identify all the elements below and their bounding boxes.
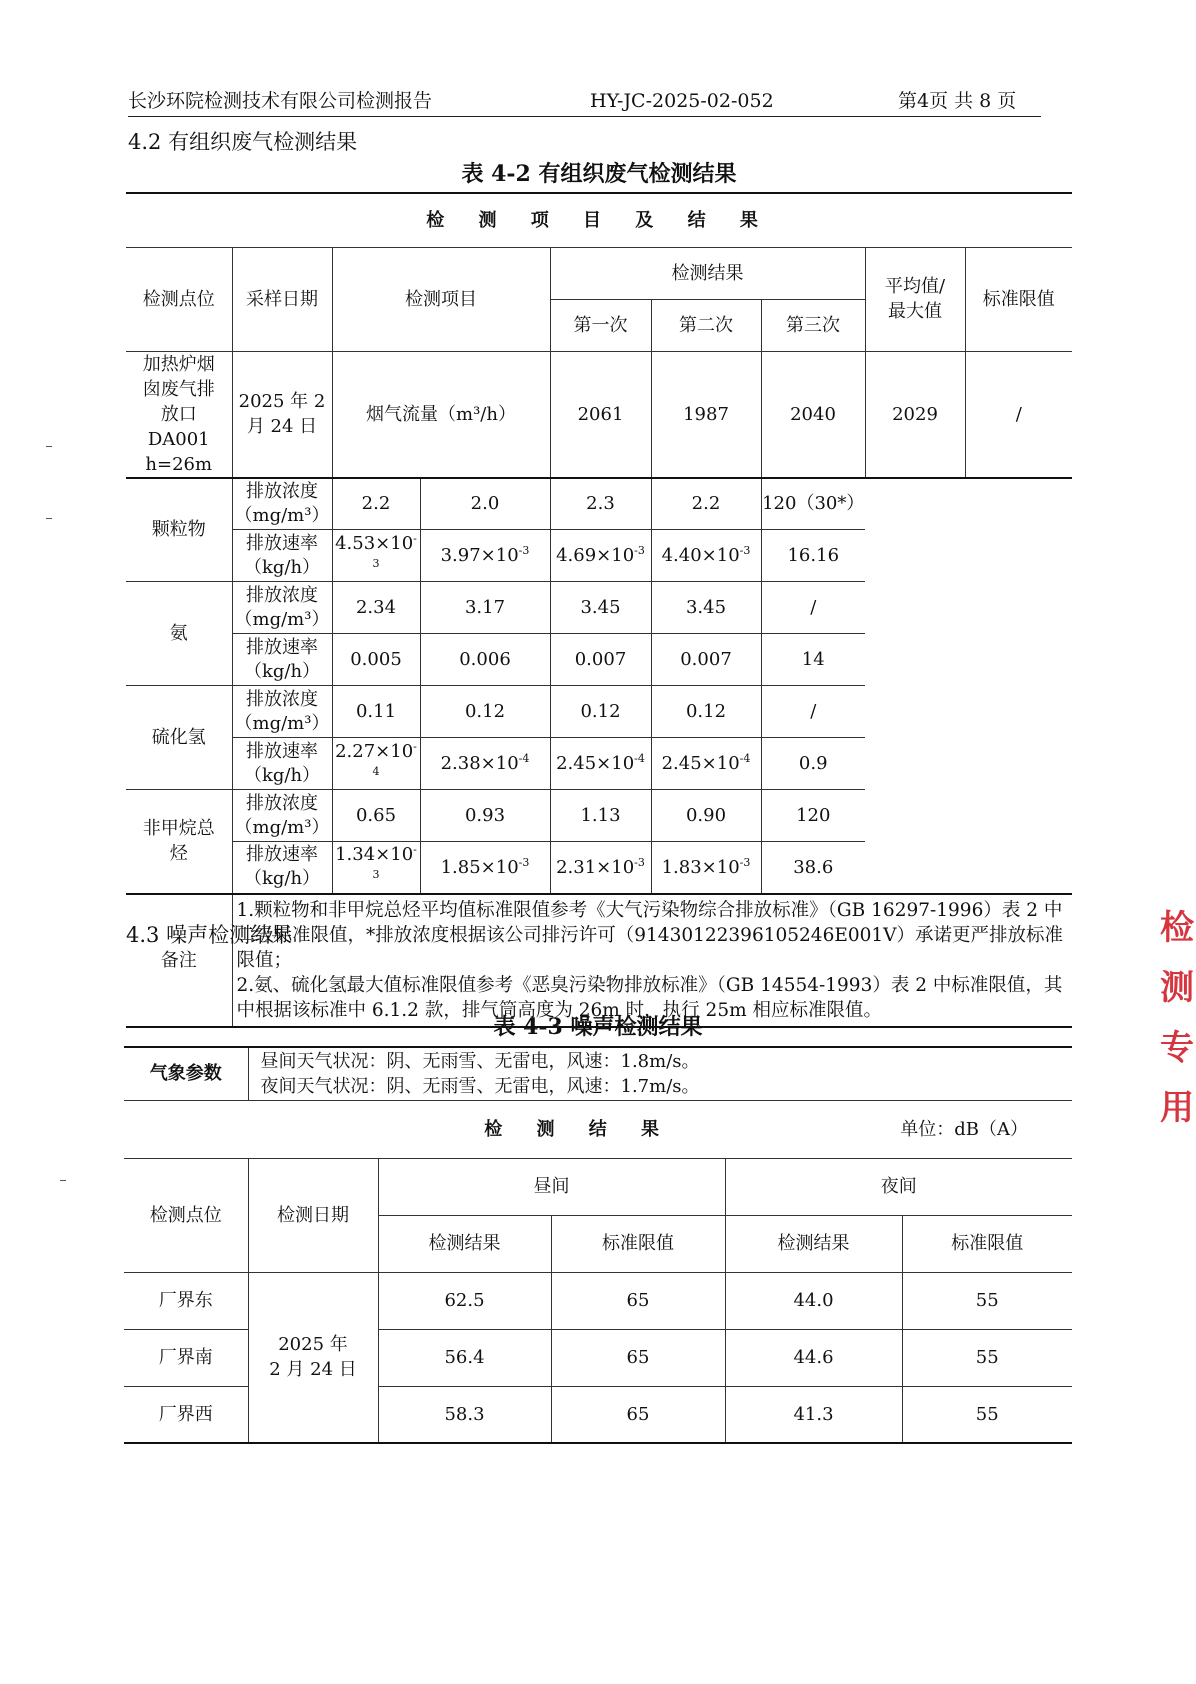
value-run-3: 3.45 [550,582,651,634]
stamp-char-2: 测 [1160,968,1194,1008]
weather-label: 气象参数 [124,1047,248,1100]
header-divider [128,116,1041,117]
value-run-3: $2.31\times 10^{-3}$ [550,842,651,894]
noise-south-day-result: 56.4 [378,1329,551,1386]
noise-east-night-result: 44.0 [725,1272,902,1329]
noise-west-night-result: 41.3 [725,1386,902,1443]
noise-header-night: 夜间 [725,1158,1072,1215]
report-company: 长沙环院检测技术有限公司检测报告 [128,90,433,112]
flow-limit: / [965,351,1072,478]
noise-banner: 检 测 结 果 [484,1118,673,1140]
sampling-date: 2025 年 2 月 24 日 [232,351,332,478]
unit-label: 单位：dB（A） [725,1100,1072,1158]
value-limit: 14 [761,634,865,686]
value-run-2: 0.93 [420,790,550,842]
value-run-3: 2.3 [550,478,651,530]
pollutant-rows [126,478,1072,894]
value-run-1: 0.005 [332,634,420,686]
noise-east-night-limit: 55 [902,1272,1072,1329]
value-run-3: 0.12 [550,686,651,738]
metric-label: 排放速率 （kg/h） [232,530,332,582]
exhaust-gas-table [126,192,1072,1028]
value-average: 2.2 [651,478,761,530]
sampling-point: 加热炉烟 囱废气排 放口 DA001 h=26m [126,351,232,478]
flow-run-2: 1987 [651,351,761,478]
value-average: 0.007 [651,634,761,686]
margin-mark [46,446,52,447]
note-paragraph-1: 1.颗粒物和非甲烷总烃平均值标准限值参考《大气污染物综合排放标准》（GB 16297-1996）表 2 中二级标准限值，*排放浓度根据该公司排污许可（91430122396105246E001V）承诺更严排放标准限值； [236,899,1064,971]
value-run-3: 0.007 [550,634,651,686]
value-run-2: $3.97\times 10^{-3}$ [420,530,550,582]
weather-conditions [248,1047,1072,1100]
value-average: $1.83\times 10^{-3}$ [651,842,761,894]
value-run-1: 0.65 [332,790,420,842]
stamp-char-4: 用 [1160,1088,1194,1128]
noise-south-night-result: 44.6 [725,1329,902,1386]
metric-label: 排放浓度 （mg/m³） [232,790,332,842]
note-label: 备注 [126,894,232,1027]
noise-west-day-result: 58.3 [378,1386,551,1443]
metric-label: 排放浓度 （mg/m³） [232,582,332,634]
header-item: 检测项目 [332,247,550,351]
table-4-3-caption: 表 4-3 噪声检测结果 [493,1014,703,1040]
stamp-char-3: 专 [1160,1028,1194,1068]
metric-label: 排放速率 （kg/h） [232,738,332,790]
section-title-4-3: 4.3 噪声检测结果 [126,923,293,947]
noise-table [124,1046,1072,1444]
value-average: 0.90 [651,790,761,842]
noise-date: 2025 年 2 月 24 日 [248,1272,378,1443]
noise-east-day-result: 62.5 [378,1272,551,1329]
pollutant-name: 硫化氢 [126,686,232,790]
metric-label: 排放浓度 （mg/m³） [232,478,332,530]
flow-run-3: 2040 [761,351,865,478]
value-run-1: $2.27\times 10^{-4}$ [332,738,420,790]
value-run-2: 0.006 [420,634,550,686]
section-title-4-2: 4.2 有组织废气检测结果 [128,130,358,154]
value-run-2: $1.85\times 10^{-3}$ [420,842,550,894]
header-results: 检测结果 [550,247,865,299]
note-text [232,894,1072,1027]
value-run-1: 2.34 [332,582,420,634]
header-average: 平均值/ 最大值 [865,247,965,351]
value-run-2: 3.17 [420,582,550,634]
pollutant-name: 氨 [126,582,232,686]
value-average: 0.12 [651,686,761,738]
noise-header-night-limit: 标准限值 [902,1215,1072,1272]
value-average: 3.45 [651,582,761,634]
noise-south-night-limit: 55 [902,1329,1072,1386]
noise-header-day-result: 检测结果 [378,1215,551,1272]
note-paragraph-2: 2.氨、硫化氢最大值标准限值参考《恶臭污染物排放标准》（GB 14554-1993）表 2 中标准限值，其中根据该标准中 6.1.2 款，排气筒高度为 26m 时，执行 25m 相应标准限值。 [236,974,1063,1021]
noise-header-day: 昼间 [378,1158,725,1215]
metric-label: 排放速率 （kg/h） [232,842,332,894]
value-run-1: 2.2 [332,478,420,530]
pollutant-name: 非甲烷总 烃 [126,790,232,894]
metric-label: 排放速率 （kg/h） [232,634,332,686]
value-limit: / [761,582,865,634]
noise-east-day-limit: 65 [551,1272,725,1329]
noise-header-night-result: 检测结果 [725,1215,902,1272]
flow-average: 2029 [865,351,965,478]
seal-stamp [1156,900,1196,1140]
flow-label: 烟气流量（m³/h） [332,351,550,478]
margin-mark [46,518,52,519]
value-limit: 120 [761,790,865,842]
value-limit: 38.6 [761,842,865,894]
value-run-3: $4.69\times 10^{-3}$ [550,530,651,582]
table-banner: 检 测 项 目 及 结 果 [426,209,772,231]
page-number: 第4页 共 8 页 [898,90,1017,112]
noise-header-date: 检测日期 [248,1158,378,1272]
value-limit: 0.9 [761,738,865,790]
value-limit: 120（30*） [761,478,865,530]
value-run-2: 2.0 [420,478,550,530]
header-run-1: 第一次 [550,299,651,351]
header-run-2: 第二次 [651,299,761,351]
value-run-1: $1.34\times 10^{-3}$ [332,842,420,894]
header-limit: 标准限值 [965,247,1072,351]
header-point: 检测点位 [126,247,232,351]
pollutant-name: 颗粒物 [126,478,232,582]
value-run-3: 1.13 [550,790,651,842]
stamp-char-1: 检 [1160,908,1194,948]
header-run-3: 第三次 [761,299,865,351]
value-run-2: 0.12 [420,686,550,738]
weather-night: 夜间天气状况：阴、无雨雪、无雷电，风速：1.7m/s。 [260,1075,700,1097]
value-run-3: $2.45\times 10^{-4}$ [550,738,651,790]
margin-mark [60,1180,66,1181]
metric-label: 排放浓度 （mg/m³） [232,686,332,738]
noise-point-east: 厂界东 [124,1272,248,1329]
value-average: $2.45\times 10^{-4}$ [651,738,761,790]
noise-west-day-limit: 65 [551,1386,725,1443]
noise-south-day-limit: 65 [551,1329,725,1386]
value-run-2: $2.38\times 10^{-4}$ [420,738,550,790]
flow-run-1: 2061 [550,351,651,478]
report-number: HY-JC-2025-02-052 [590,90,774,112]
noise-point-south: 厂界南 [124,1329,248,1386]
noise-header-point: 检测点位 [124,1158,248,1272]
noise-point-west: 厂界西 [124,1386,248,1443]
value-run-1: 0.11 [332,686,420,738]
table-4-2-caption: 表 4-2 有组织废气检测结果 [461,161,737,187]
header-date: 采样日期 [232,247,332,351]
noise-header-day-limit: 标准限值 [551,1215,725,1272]
value-run-1: $4.53\times 10^{-3}$ [332,530,420,582]
noise-west-night-limit: 55 [902,1386,1072,1443]
weather-day: 昼间天气状况：阴、无雨雪、无雷电，风速：1.8m/s。 [260,1050,700,1072]
value-limit: 16.16 [761,530,865,582]
value-limit: / [761,686,865,738]
value-average: $4.40\times 10^{-3}$ [651,530,761,582]
